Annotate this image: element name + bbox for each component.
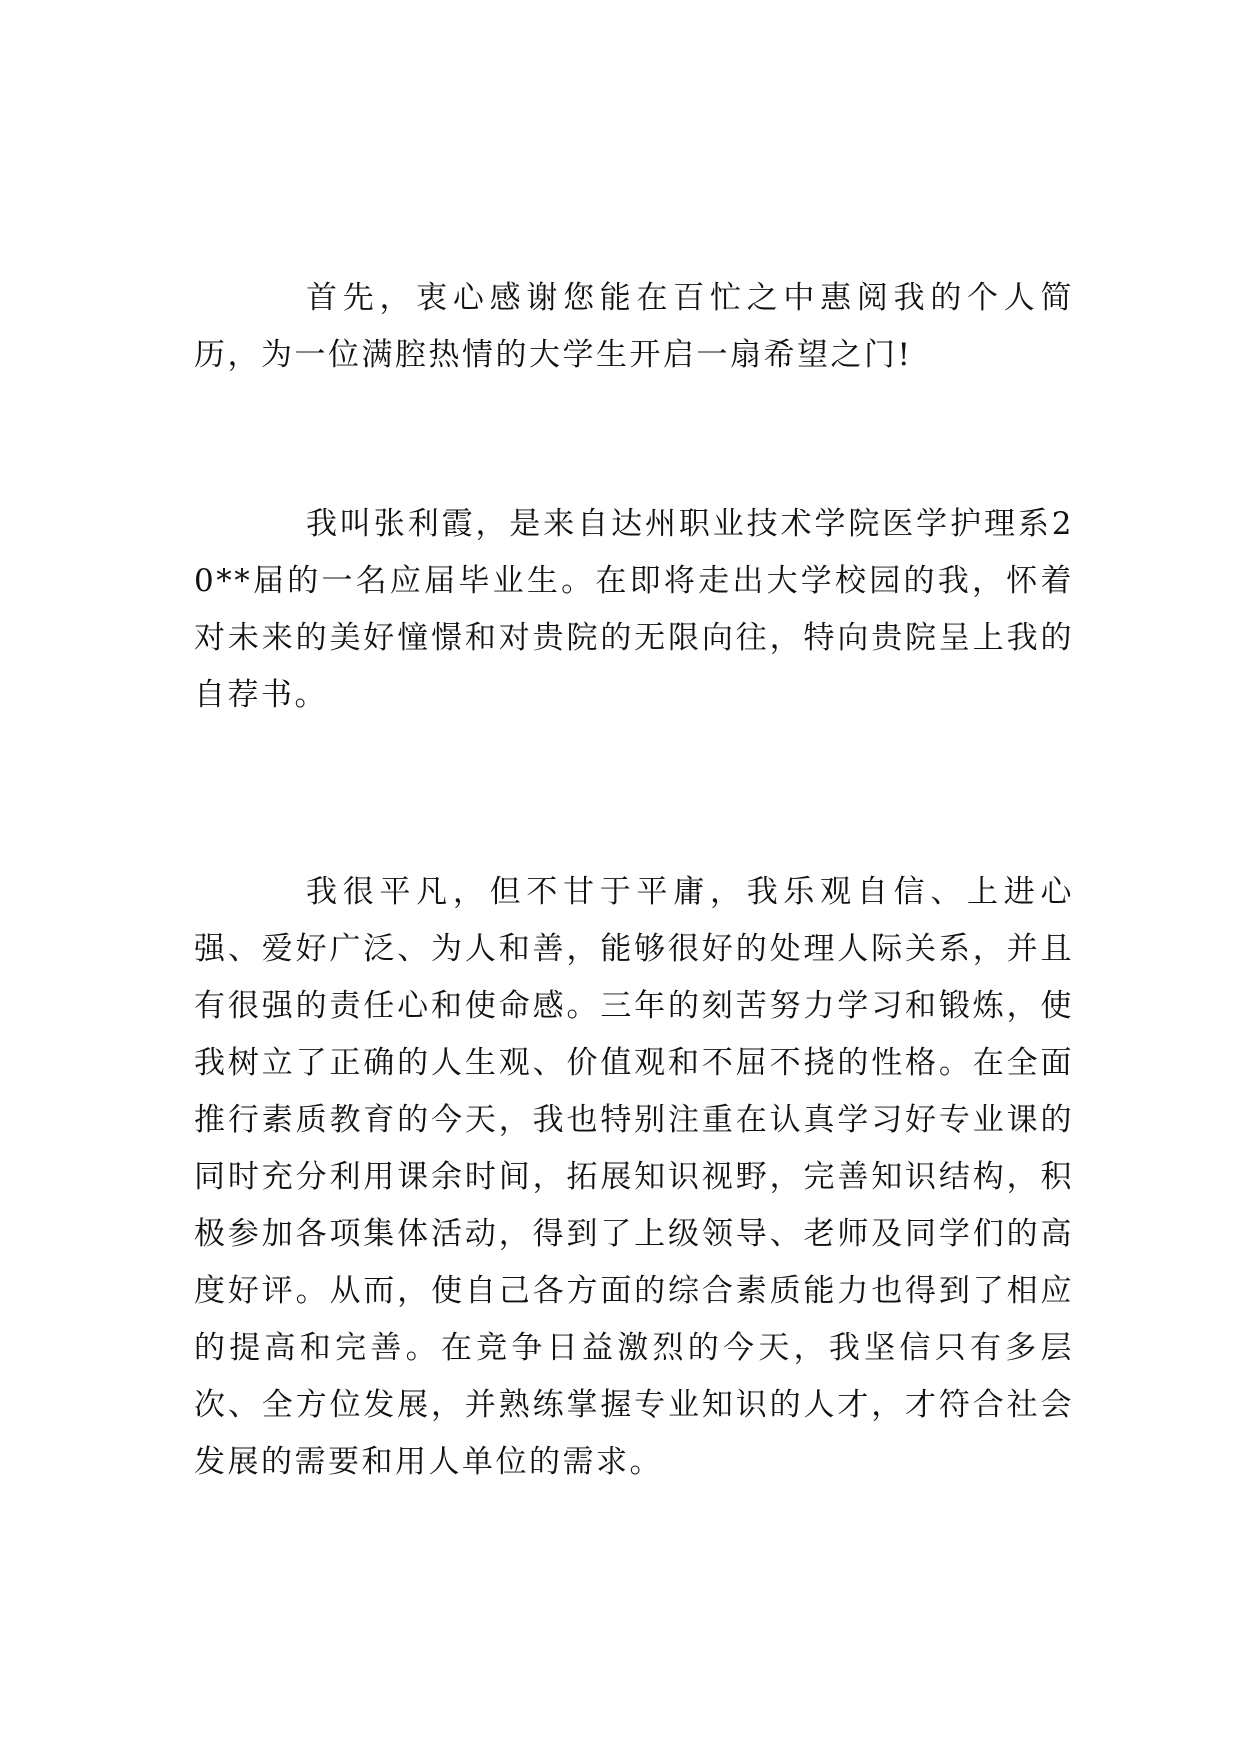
paragraph-self-description: 我很平凡，但不甘于平庸，我乐观自信、上进心强、爱好广泛、为人和善，能够很好的处理人际关系，并且有很强的责任心和使命感。三年的刻苦努力学习和锻炼，使我树立了正确的人生观、价值观和不屈不挠的性格。在全面推行素质教育的今天，我也特别注重在认真学习好专业课的同时充分利用课余时间，拓展知识视野，完善知识结构，积极参加各项集体活动，得到了上级领导、老师及同学们的高度好评。从而，使自己各方面的综合素质能力也得到了相应的提高和完善。在竞争日益激烈的今天，我坚信只有多层次、全方位发展，并熟练掌握专业知识的人才，才符合社会发展的需要和用人单位的需求。	[194, 874, 1074, 1480]
paragraph-introduction: 我叫张利霞，是来自达州职业技术学院医学护理系20**届的一名应届毕业生。在即将走出大学校园的我，怀着对未来的美好憧憬和对贵院的无限向往，特向贵院呈上我的自荐书。	[194, 506, 1074, 713]
document-body	[194, 270, 1074, 1491]
paragraph-greeting: 首先，衷心感谢您能在百忙之中惠阅我的个人简历，为一位满腔热情的大学生开启一扇希望之门!	[194, 280, 1074, 373]
